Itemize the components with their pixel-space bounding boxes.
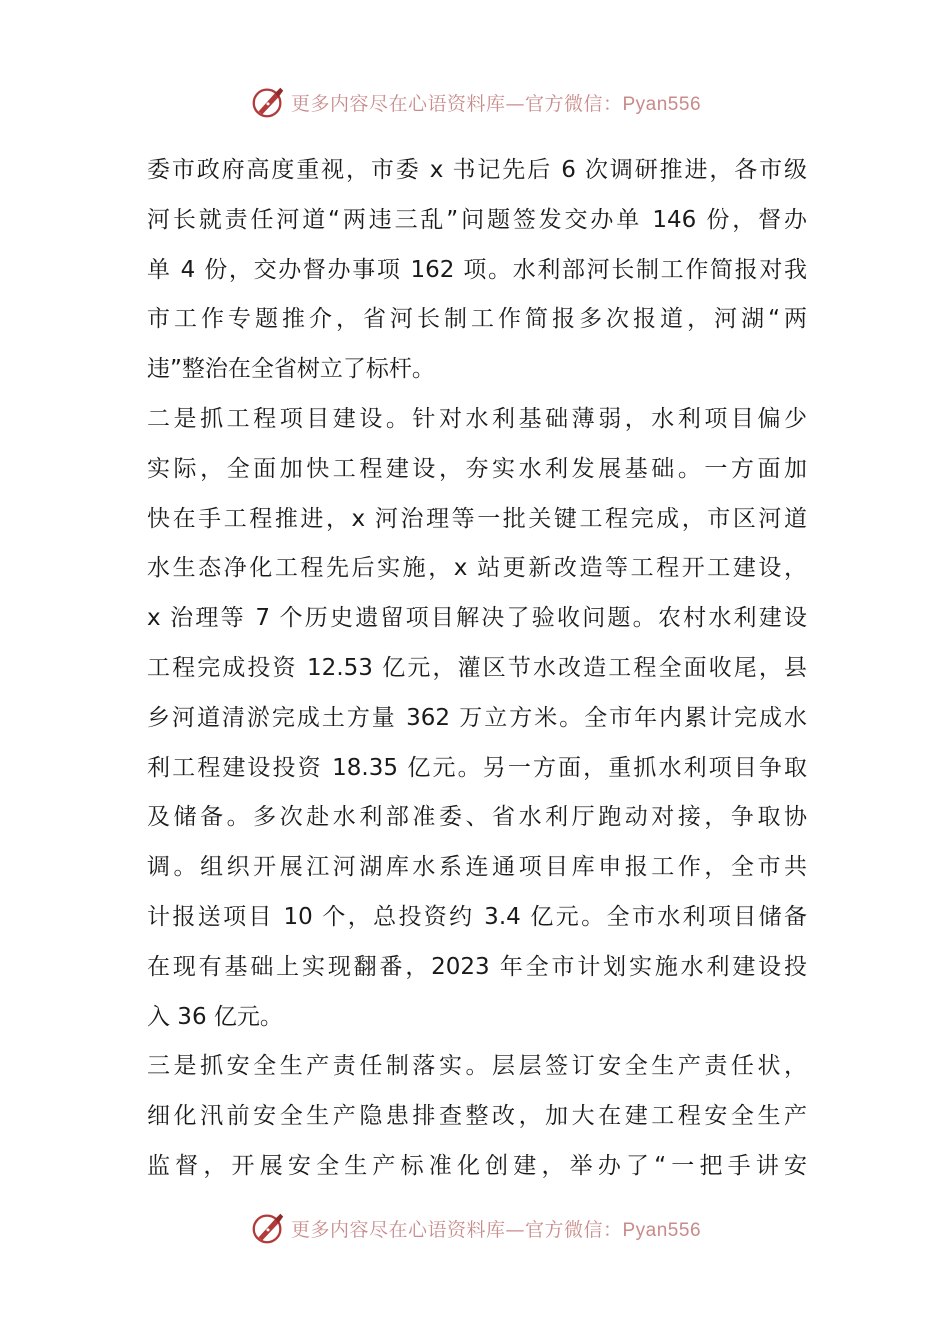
footer-watermark-banner xyxy=(0,1208,950,1248)
text-line: 利工程建设投资 18.35 亿元。另一方面，重抓水利项目争取 xyxy=(147,754,807,781)
text-line: 工程完成投资 12.53 亿元，灌区节水改造工程全面收尾，县 xyxy=(147,654,807,681)
banner-text: 更多内容尽在心语资料库—官方微信：Pyan556 xyxy=(290,1218,702,1241)
text-line: 监督，开展安全生产标准化创建，举办了“一把手讲安 xyxy=(147,1152,807,1179)
text-line: 调。组织开展江河湖库水系连通项目库申报工作，全市共 xyxy=(147,854,807,881)
text-line: 入 36 亿元。 xyxy=(147,1003,283,1030)
text-line: 河长就责任河道“两违三乱”问题签发交办单 146 份，督办 xyxy=(147,206,807,233)
document-body xyxy=(147,146,807,1192)
wechat-id: Pyan556 xyxy=(622,93,702,115)
text-line: 细化汛前安全生产隐患排查整改，加大在建工程安全生产 xyxy=(147,1103,807,1130)
text-line: 单 4 份，交办督办事项 162 项。水利部河长制工作简报对我 xyxy=(147,256,807,283)
header-watermark-banner xyxy=(0,82,950,122)
text-line: x 治理等 7 个历史遗留项目解决了验收问题。农村水利建设 xyxy=(147,605,807,632)
text-line: 及储备。多次赴水利部准委、省水利厅跑动对接，争取协 xyxy=(147,804,807,831)
text-line: 二是抓工程项目建设。针对水利基础薄弱，水利项目偏少 xyxy=(147,405,807,432)
text-line: 实际，全面加快工程建设，夯实水利发展基础。一方面加 xyxy=(147,455,807,482)
text-line: 乡河道清淤完成土方量 362 万立方米。全市年内累计完成水 xyxy=(147,704,807,731)
paragraph-2 xyxy=(147,395,807,1042)
text-line: 快在手工程推进，x 河治理等一批关键工程完成，市区河道 xyxy=(147,505,807,532)
pen-nib-logo-icon xyxy=(249,1209,287,1247)
text-line: 市工作专题推介，省河长制工作简报多次报道，河湖“两 xyxy=(147,306,807,333)
text-line: 计报送项目 10 个，总投资约 3.4 亿元。全市水利项目储备 xyxy=(147,903,807,930)
paragraph-1 xyxy=(147,146,807,395)
text-line: 在现有基础上实现翻番，2023 年全市计划实施水利建设投 xyxy=(147,953,807,980)
banner-text: 更多内容尽在心语资料库—官方微信：Pyan556 xyxy=(290,92,702,115)
wechat-id: Pyan556 xyxy=(622,1219,702,1241)
text-line: 违”整治在全省树立了标杆。 xyxy=(147,356,435,383)
text-line: 委市政府高度重视，市委 x 书记先后 6 次调研推进，各市级 xyxy=(147,157,807,183)
text-line: 水生态净化工程先后实施，x 站更新改造等工程开工建设， xyxy=(147,555,807,582)
paragraph-3 xyxy=(147,1042,807,1191)
pen-nib-logo-icon xyxy=(249,83,287,121)
text-line: 三是抓安全生产责任制落实。层层签订安全生产责任状， xyxy=(147,1053,807,1080)
